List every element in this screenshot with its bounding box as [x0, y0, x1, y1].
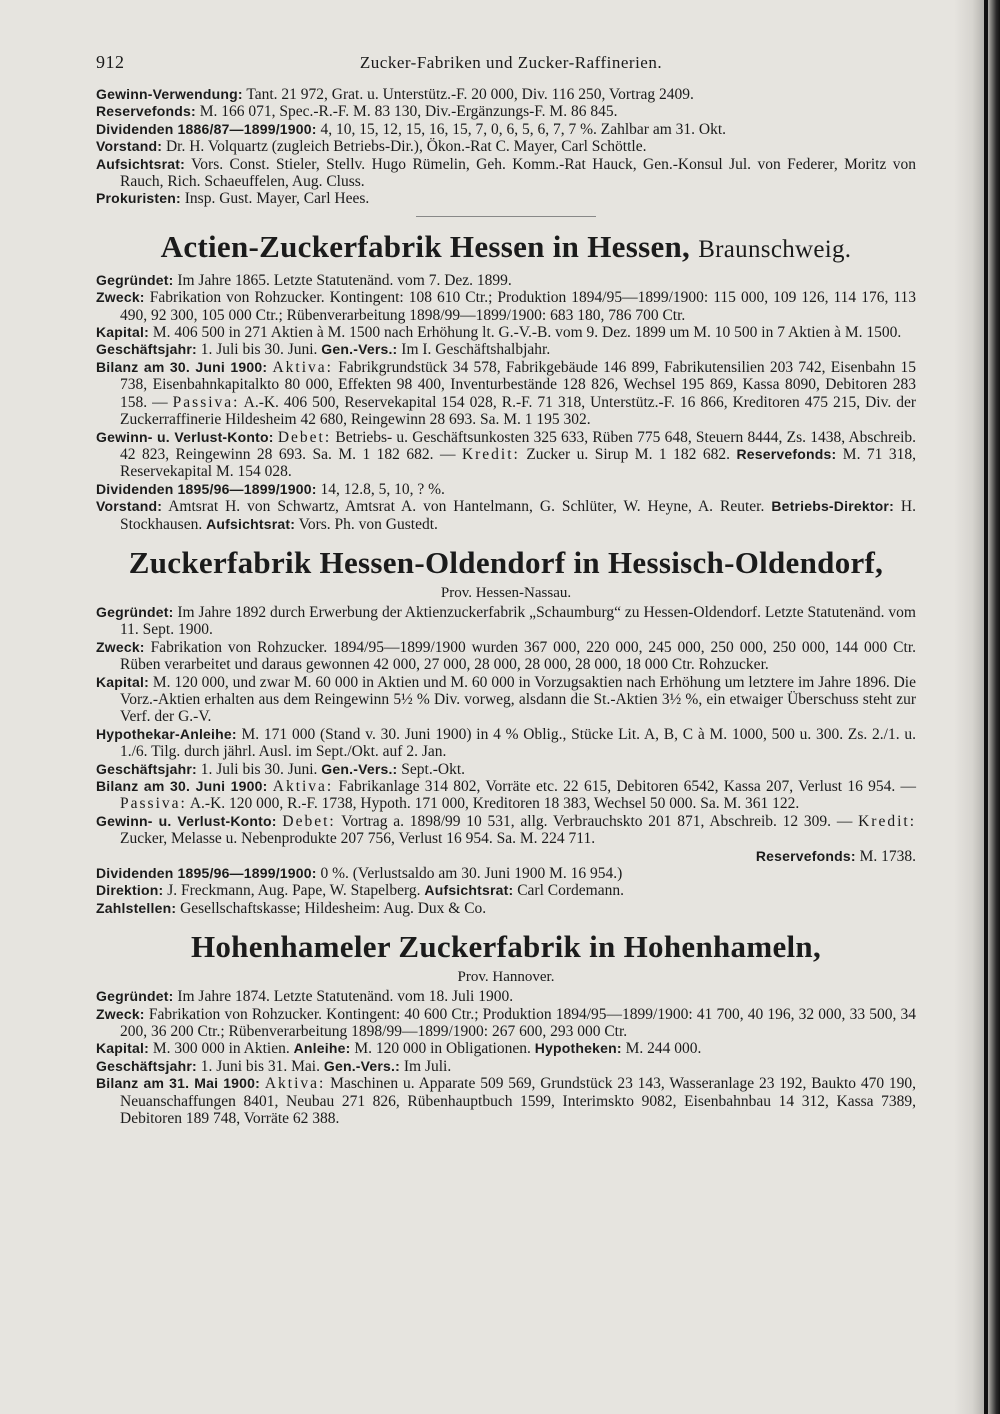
entry-title: Hohenhameler Zuckerfabrik in Hohenhameln,	[190, 929, 822, 965]
entry-title: Zuckerfabrik Hessen-Oldendorf in Hessisch-Oldendorf,	[128, 544, 884, 580]
field-gewinn-verlust: Gewinn- u. Verlust-Konto: Debet: Vortrag a. 1898/99 10 531, allg. Verbrauchskto 201 871, Abschreib. 12 309. — Kredit: Zucker, Melasse u. Nebenprodukte 207 756, Verlust 16 954. Sa. M. 224 711.	[96, 812, 916, 848]
field-zweck: Zweck: Fabrikation von Rohzucker. 1894/95—1899/1900 wurden 367 000, 220 000, 245 000, 250 000, 250 000, 144 000 Ctr. Rüben verarbeitet und daraus gewonnen 42 000, 27 000, 28 000, 28 000, 28 000, 18 000 Ctr. Rohzucker.	[96, 638, 917, 674]
entry-title: Actien-Zuckerfabrik Hessen in Hessen, Braunschweig.	[160, 228, 852, 264]
field-kapital: Kapital: M. 300 000 in Aktien. Anleihe: M. 120 000 in Obligationen. Hypotheken: M. 244 000.	[96, 1040, 702, 1058]
book-gutter-shadow	[954, 0, 1000, 1414]
entry-hessen	[96, 229, 916, 533]
entry-subtitle: Prov. Hannover.	[457, 969, 555, 986]
entry-previous-continuation	[96, 86, 916, 208]
field-gegruendet: Gegründet: Im Jahre 1874. Letzte Statutenänd. vom 18. Juli 1900.	[96, 988, 514, 1006]
page-number: 912	[96, 52, 125, 72]
entry-subtitle: Prov. Hessen-Nassau.	[440, 584, 572, 601]
entry-hessen-oldendorf	[96, 545, 916, 917]
entry-hohenhameln	[96, 929, 916, 1127]
running-title: Zucker-Fabriken und Zucker-Raffinerien.	[359, 53, 663, 72]
field-hypothekar-anleihe: Hypothekar-Anleihe: M. 171 000 (Stand v. 30. Juni 1900) in 4 % Oblig., Stücke Lit. A, B, C à M. 1000, 500 u. 300. Zs. 2./1. u. 1./6. Tilg. durch jährl. Ausl. im Sept./Okt. auf 2. Jan.	[96, 725, 916, 761]
field-zweck: Zweck: Fabrikation von Rohzucker. Kontingent: 40 600 Ctr.; Produktion 1894/95—1899/1900: 41 700, 40 196, 32 000, 33 500, 34 200, 36 200 Ctr.; Rübenverarbeitung 1898/99—1899/1900: 267 600, 293 000 Ctr.	[96, 1005, 916, 1041]
field-bilanz: Bilanz am 30. Juni 1900: Aktiva: Fabrikanlage 314 802, Vorräte etc. 22 615, Debitoren 6542, Kassa 207, Verlust 16 954. — Passiva: A.-K. 120 000, R.-F. 1738, Hypoth. 171 000, Kreditoren 18 383, Wechsel 50 000. Sa. M. 361 122.	[96, 778, 917, 813]
field-geschaeftsjahr: Geschäftsjahr: 1. Juni bis 31. Mai. Gen.-Vers.: Im Juli.	[96, 1057, 452, 1075]
field-prokuristen: Prokuristen: Insp. Gust. Mayer, Carl Hees.	[96, 190, 370, 208]
field-gewinn-verlust: Gewinn- u. Verlust-Konto: Debet: Betriebs- u. Geschäftsunkosten 325 633, Rüben 775 648, Steuern 8444, Zs. 1438, Abschreib. 42 823, Reingewinn 28 693. Sa. M. 1 182 682. — Kredit: Zucker u. Sirup M. 1 182 682. Reservefonds: M. 71 318, Reservekapital M. 154 028.	[96, 428, 917, 481]
field-vorstand: Vorstand: Amtsrat H. von Schwartz, Amtsrat A. von Hantelmann, G. Schlüter, W. Heyne, A. Reuter. Betriebs-Direktor: H. Stockhausen. Aufsichtsrat: Vors. Ph. von Gustedt.	[96, 498, 916, 533]
field-gegruendet: Gegründet: Im Jahre 1892 durch Erwerbung der Aktienzuckerfabrik „Schaumburg“ zu Hessen-Oldendorf. Letzte Statutenänd. vom 11. Sept. 1900.	[96, 603, 916, 639]
field-geschaeftsjahr: Geschäftsjahr: 1. Juli bis 30. Juni. Gen.-Vers.: Im I. Geschäftshalbjahr.	[96, 341, 551, 359]
document-page	[96, 52, 916, 1128]
field-dividenden: Dividenden 1895/96—1899/1900: 0 %. (Verlustsaldo am 30. Juni 1900 M. 16 954.)	[96, 865, 623, 883]
field-dividenden: Dividenden 1886/87—1899/1900: 4, 10, 15, 12, 15, 16, 15, 7, 0, 6, 5, 6, 7, 7 %. Zahlbar am 31. Okt.	[96, 120, 727, 138]
field-kapital: Kapital: M. 120 000, und zwar M. 60 000 in Aktien und M. 60 000 in Vorzugsaktien nach Erhöhung um letztere im Jahre 1896. Die Vorz.-Aktien erhalten aus dem Reingewinn 5½ % Div. vorweg, alsdann die St.-Aktien 3½ %, ein etwaiger Überschuss steht zur Verf. der G.-V.	[96, 673, 916, 726]
field-bilanz: Bilanz am 30. Juni 1900: Aktiva: Fabrikgrundstück 34 578, Fabrikgebäude 146 899, Fabrikutensilien 203 742, Eisenbahn 15 738, Eisenbahnkapitalkto 80 000, Effekten 98 400, Inventurbestände 128 826, Wechsel 195 869, Kassa 8090, Debitoren 283 158. — Passiva: A.-K. 406 500, Reservekapital 154 028, R.-F. 71 318, Unterstütz.-F. 16 866, Kreditoren 475 215, Div. der Zuckerraffinerie Hildesheim 42 680, Reingewinn 28 693. Sa. M. 1 195 302.	[96, 358, 917, 429]
field-zahlstellen: Zahlstellen: Gesellschaftskasse; Hildesheim: Aug. Dux & Co.	[96, 899, 487, 917]
page-header	[96, 52, 916, 86]
field-zweck: Zweck: Fabrikation von Rohzucker. Kontingent: 108 610 Ctr.; Produktion 1894/95—1899/1900: 115 000, 109 126, 114 176, 113 490, 92 300, 105 000 Ctr.; Rübenverarbeitung 1898/99—1899/1900: 683 180, 786 700 Ctr.	[96, 289, 917, 324]
field-bilanz: Bilanz am 31. Mai 1900: Aktiva: Maschinen u. Apparate 509 569, Grundstück 23 143, Wasseranlage 23 192, Baukto 470 190, Neuanschaffungen 8401, Neubau 271 826, Rübenhauptbuch 1599, Interimskto 9082, Eisenbahnbau 14 312, Kassa 7389, Debitoren 189 748, Vorräte 62 388.	[96, 1075, 917, 1128]
field-aufsichtsrat: Aufsichtsrat: Vors. Const. Stieler, Stellv. Hugo Rümelin, Geh. Komm.-Rat Hauck, Gen.-Konsul Jul. von Federer, Moritz von Rauch, Rich. Schaeuffelen, Aug. Cluss.	[96, 155, 916, 191]
field-dividenden: Dividenden 1895/96—1899/1900: 14, 12.8, 5, 10, ? %.	[96, 480, 445, 498]
field-geschaeftsjahr: Geschäftsjahr: 1. Juli bis 30. Juni. Gen.-Vers.: Sept.-Okt.	[96, 760, 466, 778]
field-gegruendet: Gegründet: Im Jahre 1865. Letzte Statutenänd. vom 7. Dez. 1899.	[96, 271, 512, 289]
field-gewinn-verwendung: Gewinn-Verwendung: Tant. 21 972, Grat. u. Unterstütz.-F. 20 000, Div. 116 250, Vortrag 2409.	[96, 86, 694, 103]
section-divider	[416, 216, 596, 217]
field-reservefonds: Reservefonds: M. 166 071, Spec.-R.-F. M. 83 130, Div.-Ergänzungs-F. M. 86 845.	[96, 103, 618, 121]
book-gutter-edge	[984, 0, 988, 1414]
field-reservefonds: Reservefonds: M. 1738.	[755, 847, 916, 865]
field-kapital: Kapital: M. 406 500 in 271 Aktien à M. 1500 nach Erhöhung lt. G.-V.-B. vom 9. Dez. 1899 um M. 10 500 in 7 Aktien à M. 1500.	[96, 324, 902, 342]
field-direktion: Direktion: J. Freckmann, Aug. Pape, W. Stapelberg. Aufsichtsrat: Carl Cordemann.	[96, 882, 624, 900]
field-vorstand: Vorstand: Dr. H. Volquartz (zugleich Betriebs-Dir.), Ökon.-Rat C. Mayer, Carl Schöttle.	[96, 138, 647, 156]
